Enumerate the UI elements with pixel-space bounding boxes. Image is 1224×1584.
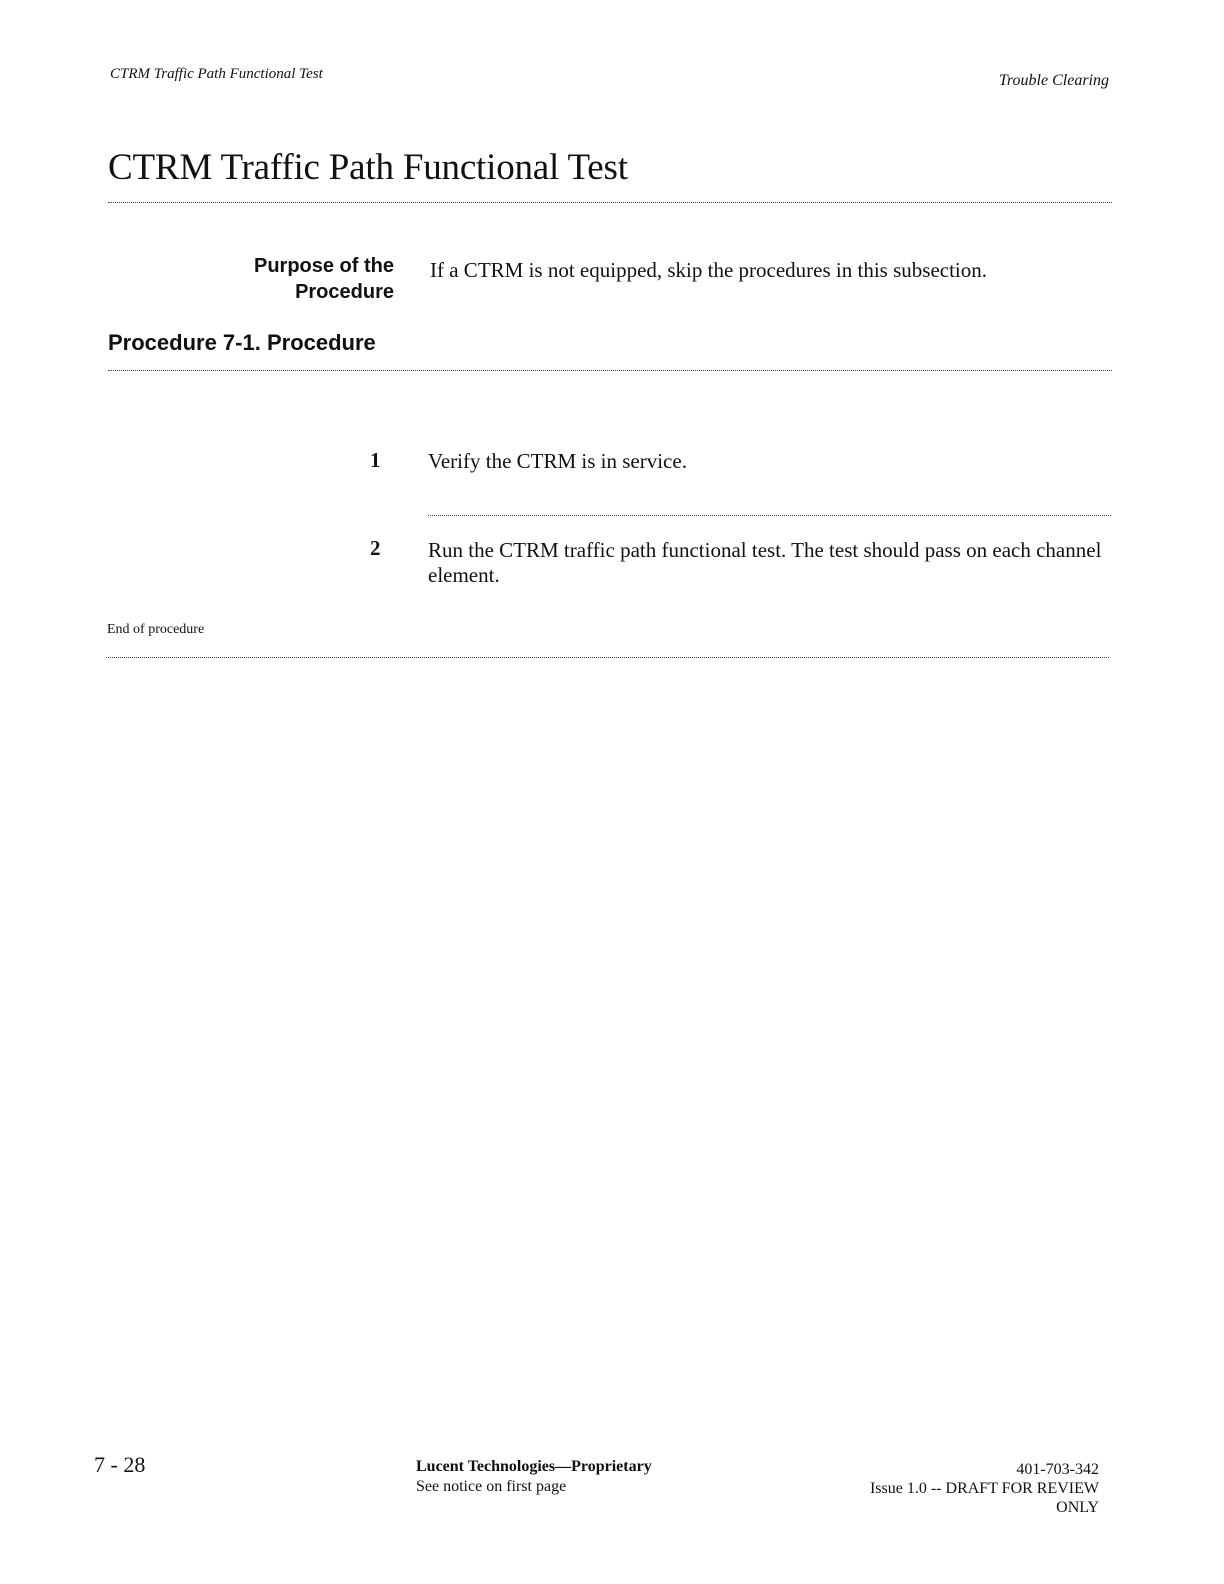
title-divider	[108, 202, 1112, 203]
doc-number: 401-703-342	[1016, 1461, 1099, 1478]
running-header-section: Trouble Clearing	[998, 72, 1109, 89]
procedure-heading: Procedure 7-1. Procedure	[108, 330, 376, 355]
procedure-divider	[108, 370, 1112, 371]
end-of-procedure: End of procedure	[107, 622, 205, 637]
page-number: 7 - 28	[94, 1452, 146, 1477]
purpose-label	[200, 253, 394, 305]
step-text: Verify the CTRM is in service.	[428, 449, 687, 473]
step-number: 2	[370, 536, 381, 560]
step-text: Run the CTRM traffic path functional test. The test should pass on each channel element.	[428, 538, 1102, 587]
company-name: Lucent Technologies—Proprietary	[416, 1458, 652, 1475]
purpose-text: If a CTRM is not equipped, skip the procedures in this subsection.	[430, 258, 988, 282]
step-number: 1	[370, 448, 381, 472]
purpose-label-line2: Procedure	[295, 281, 394, 303]
page-title: CTRM Traffic Path Functional Test	[108, 147, 628, 188]
issue-line: ONLY	[1056, 1499, 1099, 1516]
footer-proprietary	[416, 1457, 652, 1497]
footer-doc-info	[870, 1460, 1099, 1517]
purpose-label-line1: Purpose of the	[253, 255, 394, 277]
running-header-title: CTRM Traffic Path Functional Test	[110, 66, 323, 82]
step-divider	[428, 515, 1111, 516]
end-divider	[106, 657, 1109, 658]
notice-text: See notice on first page	[416, 1478, 567, 1495]
issue-line: Issue 1.0 -- DRAFT FOR REVIEW	[869, 1480, 1099, 1497]
